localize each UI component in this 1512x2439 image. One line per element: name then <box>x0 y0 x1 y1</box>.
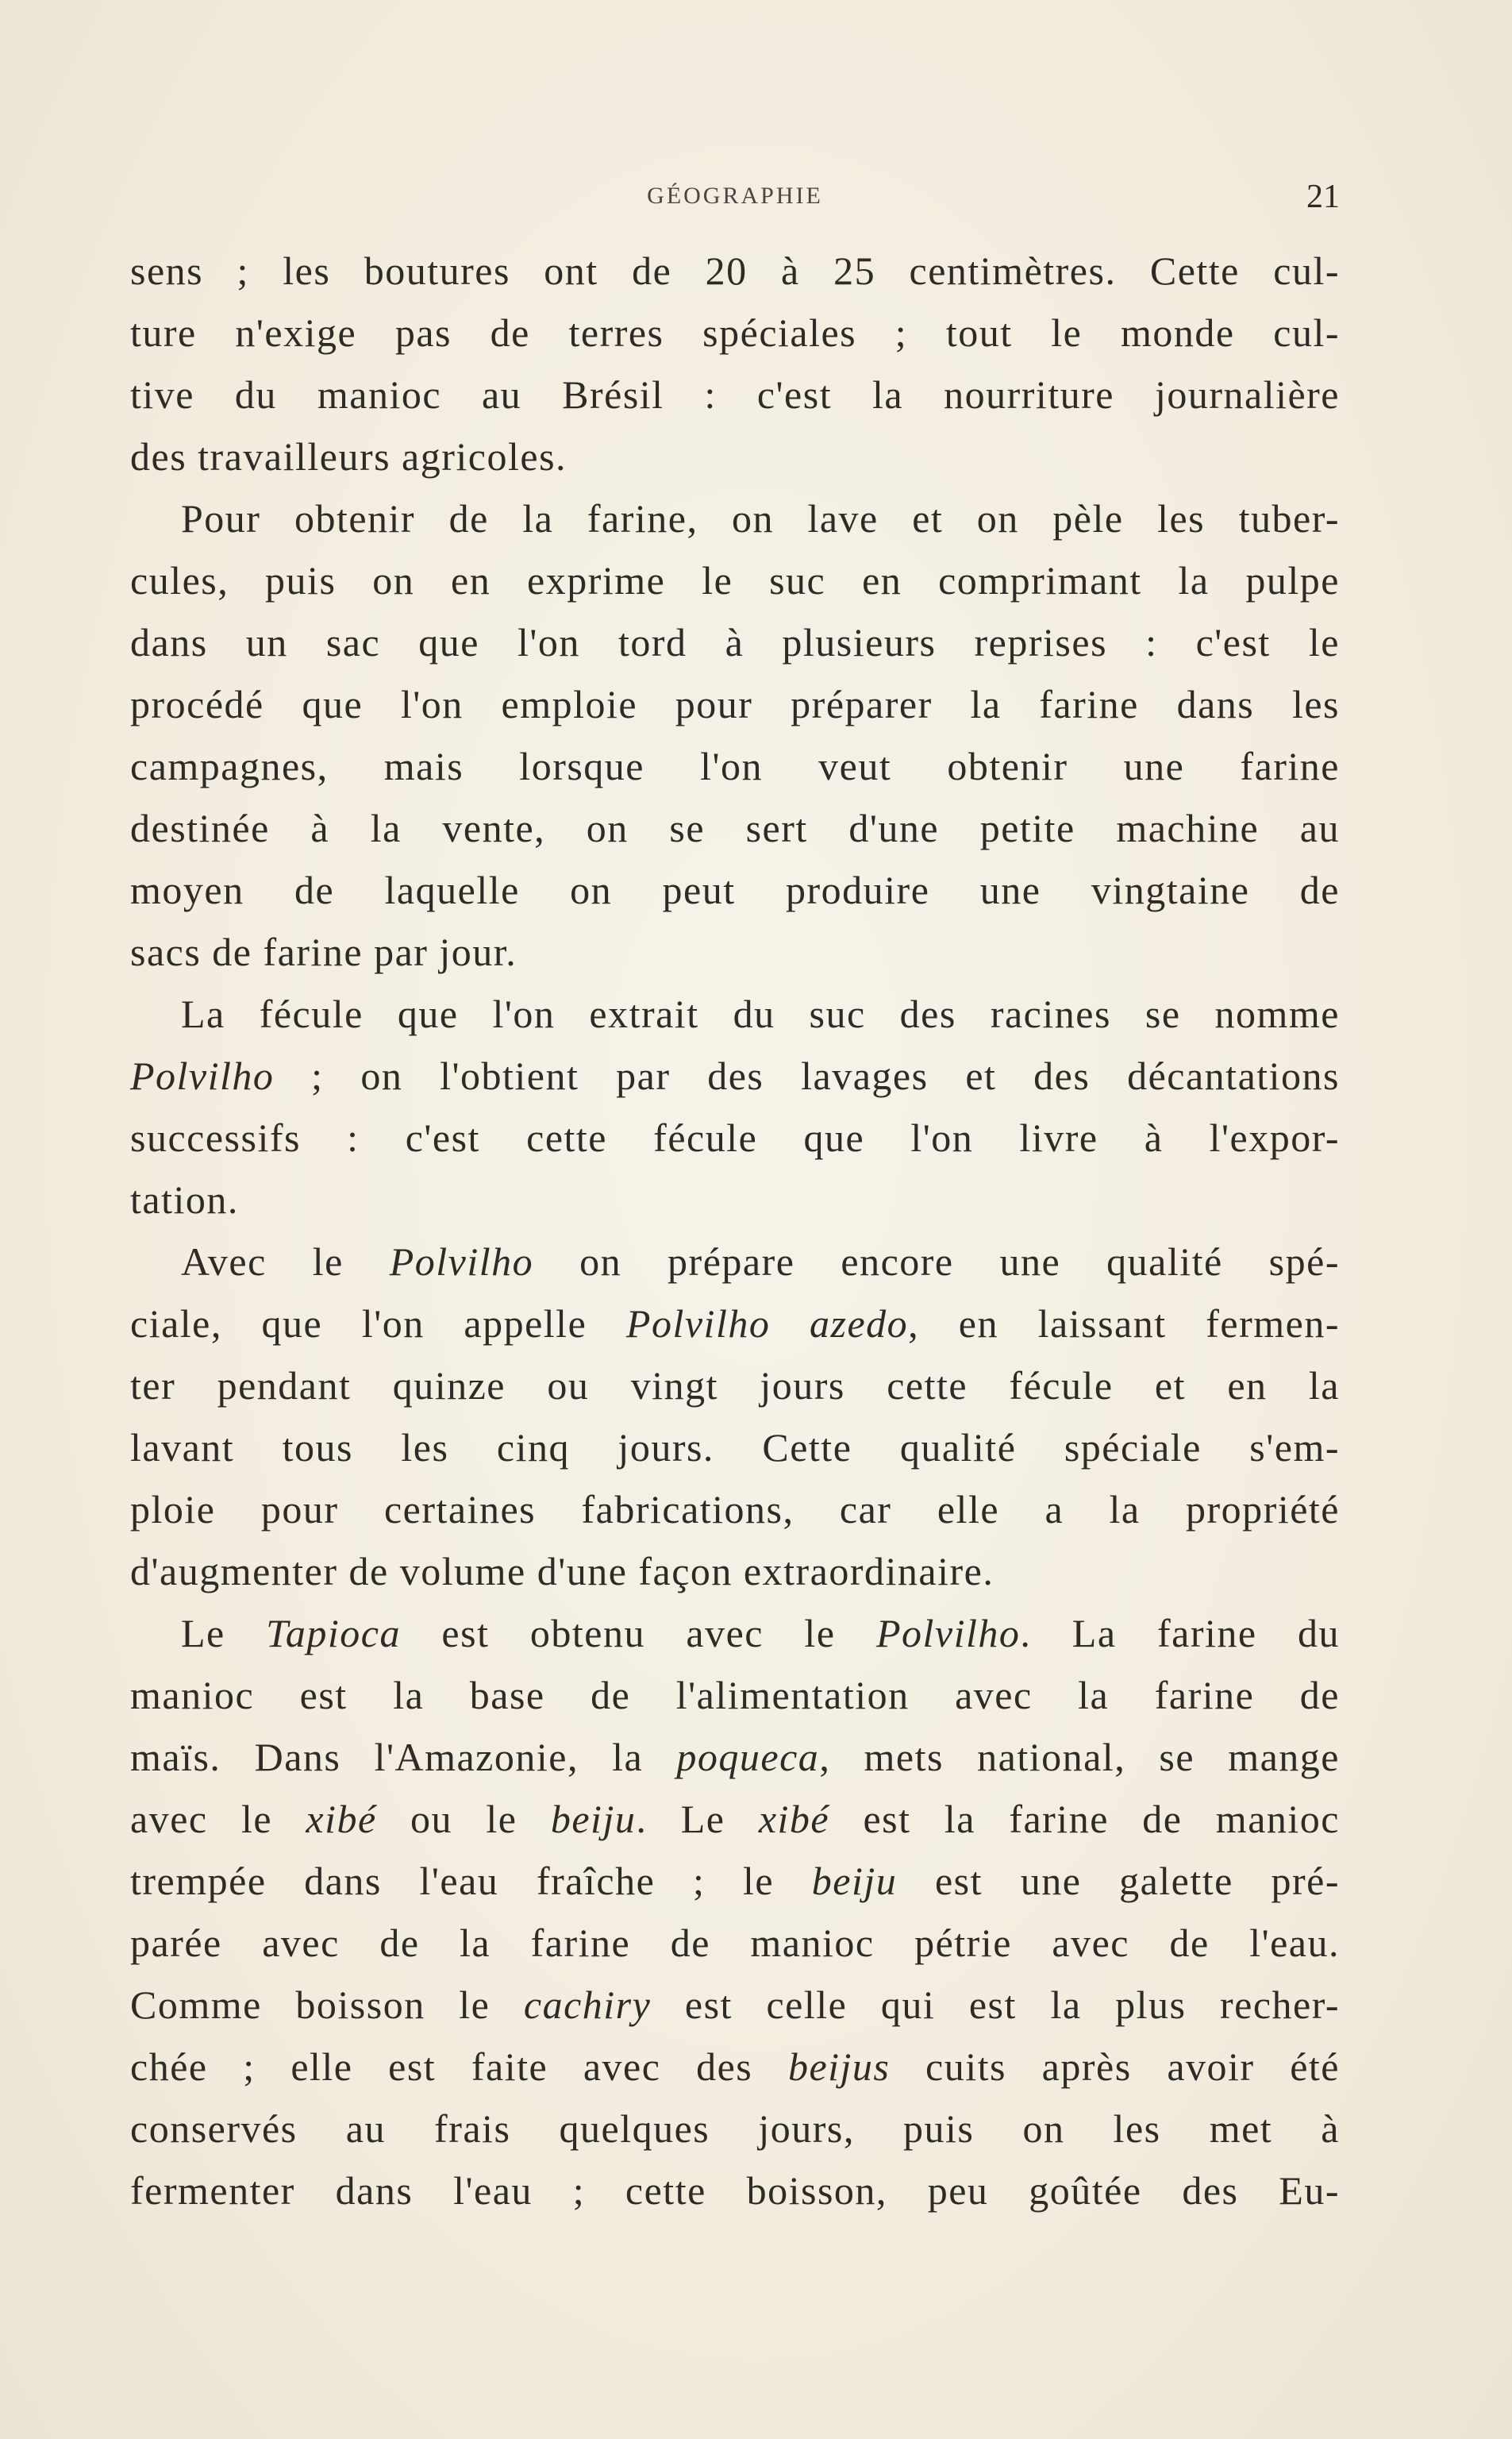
text-segment: conservés au frais quelques jours, puis on les met à <box>130 2106 1340 2151</box>
text-segment: ploie pour certaines fabrications, car elle a la propriété <box>130 1487 1340 1532</box>
text-segment: ou le <box>376 1797 551 1841</box>
text-line <box>130 240 1340 302</box>
text-line <box>130 983 1340 1045</box>
italic-term: beiju <box>811 1859 898 1903</box>
text-segment: Comme boisson le <box>130 1982 524 2027</box>
text-line <box>130 673 1340 735</box>
text-segment: . Le <box>636 1797 759 1841</box>
italic-term: poqueca <box>676 1735 820 1779</box>
text-segment: on prépare encore une qualité spé- <box>533 1239 1340 1284</box>
italic-term: xibé <box>306 1797 377 1841</box>
text-line <box>130 859 1340 921</box>
text-segment: Avec le <box>181 1239 390 1284</box>
text-segment: moyen de laquelle on peut produire une vingtaine de <box>130 868 1340 912</box>
text-segment: fermenter dans l'eau ; cette boisson, peu goûtée des Eu- <box>130 2168 1340 2213</box>
page-number: 21 <box>1306 179 1340 215</box>
text-line <box>130 1726 1340 1788</box>
text-segment: cules, puis on en exprime le suc en comprimant la pulpe <box>130 558 1340 603</box>
text-line <box>130 1478 1340 1540</box>
text-line <box>130 1602 1340 1664</box>
text-line <box>130 426 1340 487</box>
italic-term: Tapioca <box>266 1611 401 1655</box>
text-segment: parée avec de la farine de manioc pétrie avec de l'eau. <box>130 1921 1340 1965</box>
italic-term: cachiry <box>523 1982 652 2027</box>
italic-term: xibé <box>758 1797 830 1841</box>
text-line <box>130 1354 1340 1416</box>
text-line <box>130 1540 1340 1602</box>
text-segment: Pour obtenir de la farine, on lave et on pèle les tuber- <box>181 496 1340 541</box>
text-segment: procédé que l'on emploie pour préparer la farine dans les <box>130 682 1340 726</box>
text-line <box>130 1664 1340 1726</box>
text-line <box>130 1169 1340 1231</box>
text-segment: est une galette pré- <box>897 1859 1340 1903</box>
text-line <box>130 1231 1340 1293</box>
text-segment: d'augmenter de volume d'une façon extraordinaire. <box>130 1549 995 1593</box>
text-segment: est la farine de manioc <box>829 1797 1340 1841</box>
text-segment: successifs : c'est cette fécule que l'on livre à l'expor- <box>130 1115 1340 1160</box>
italic-term: Polvilho <box>389 1239 534 1284</box>
text-segment: avec le <box>130 1797 306 1841</box>
text-line <box>130 2036 1340 2098</box>
text-segment: dans un sac que l'on tord à plusieurs reprises : c'est le <box>130 620 1340 665</box>
italic-term: Polvilho azedo <box>625 1301 909 1346</box>
text-segment: tive du manioc au Brésil : c'est la nourriture journalière <box>130 372 1340 417</box>
text-segment: . La farine du <box>1020 1611 1340 1655</box>
text-segment: , en laissant fermen- <box>908 1301 1340 1346</box>
text-line <box>130 2160 1340 2221</box>
italic-term: Polvilho <box>875 1611 1021 1655</box>
text-segment: La fécule que l'on extrait du suc des racines se nomme <box>181 992 1340 1036</box>
text-segment: lavant tous les cinq jours. Cette qualité spéciale s'em- <box>130 1425 1340 1470</box>
running-head <box>130 179 1340 222</box>
body-text <box>130 240 1340 2221</box>
text-line <box>130 735 1340 797</box>
text-segment: des travailleurs agricoles. <box>130 434 567 479</box>
text-line <box>130 487 1340 549</box>
italic-term: beiju <box>550 1797 637 1841</box>
text-segment: ture n'exige pas de terres spéciales ; tout le monde cul- <box>130 310 1340 355</box>
text-segment: trempée dans l'eau fraîche ; le <box>130 1859 812 1903</box>
text-line <box>130 302 1340 364</box>
text-line <box>130 364 1340 426</box>
text-segment: chée ; elle est faite avec des <box>130 2044 788 2089</box>
text-segment: ciale, que l'on appelle <box>130 1301 626 1346</box>
text-line <box>130 1912 1340 1974</box>
text-line <box>130 1974 1340 2036</box>
text-segment: tation. <box>130 1177 239 1222</box>
text-segment: cuits après avoir été <box>890 2044 1340 2089</box>
text-line <box>130 921 1340 983</box>
text-line <box>130 2098 1340 2160</box>
text-segment: sens ; les boutures ont de 20 à 25 centimètres. Cette cul- <box>130 249 1340 293</box>
text-segment: Le <box>181 1611 267 1655</box>
text-segment: campagnes, mais lorsque l'on veut obtenir une farine <box>130 744 1340 788</box>
text-line <box>130 1416 1340 1478</box>
text-segment: est obtenu avec le <box>400 1611 876 1655</box>
text-segment: destinée à la vente, on se sert d'une petite machine au <box>130 806 1340 850</box>
text-segment: manioc est la base de l'alimentation avec la farine de <box>130 1673 1340 1717</box>
text-line <box>130 1045 1340 1107</box>
running-head-title: GÉOGRAPHIE <box>647 183 823 209</box>
text-line <box>130 797 1340 859</box>
text-segment: , mets national, se mange <box>819 1735 1340 1779</box>
text-segment: ter pendant quinze ou vingt jours cette fécule et en la <box>130 1363 1340 1408</box>
text-segment: sacs de farine par jour. <box>130 930 517 974</box>
text-line <box>130 611 1340 673</box>
text-segment: est celle qui est la plus recher- <box>651 1982 1341 2027</box>
text-line <box>130 1788 1340 1850</box>
text-segment: maïs. Dans l'Amazonie, la <box>130 1735 677 1779</box>
text-line <box>130 1850 1340 1912</box>
text-line <box>130 1293 1340 1354</box>
text-line <box>130 549 1340 611</box>
italic-term: Polvilho <box>130 1054 275 1098</box>
italic-term: beijus <box>787 2044 891 2089</box>
text-line <box>130 1107 1340 1169</box>
text-segment: ; on l'obtient par des lavages et des décantations <box>274 1054 1340 1098</box>
